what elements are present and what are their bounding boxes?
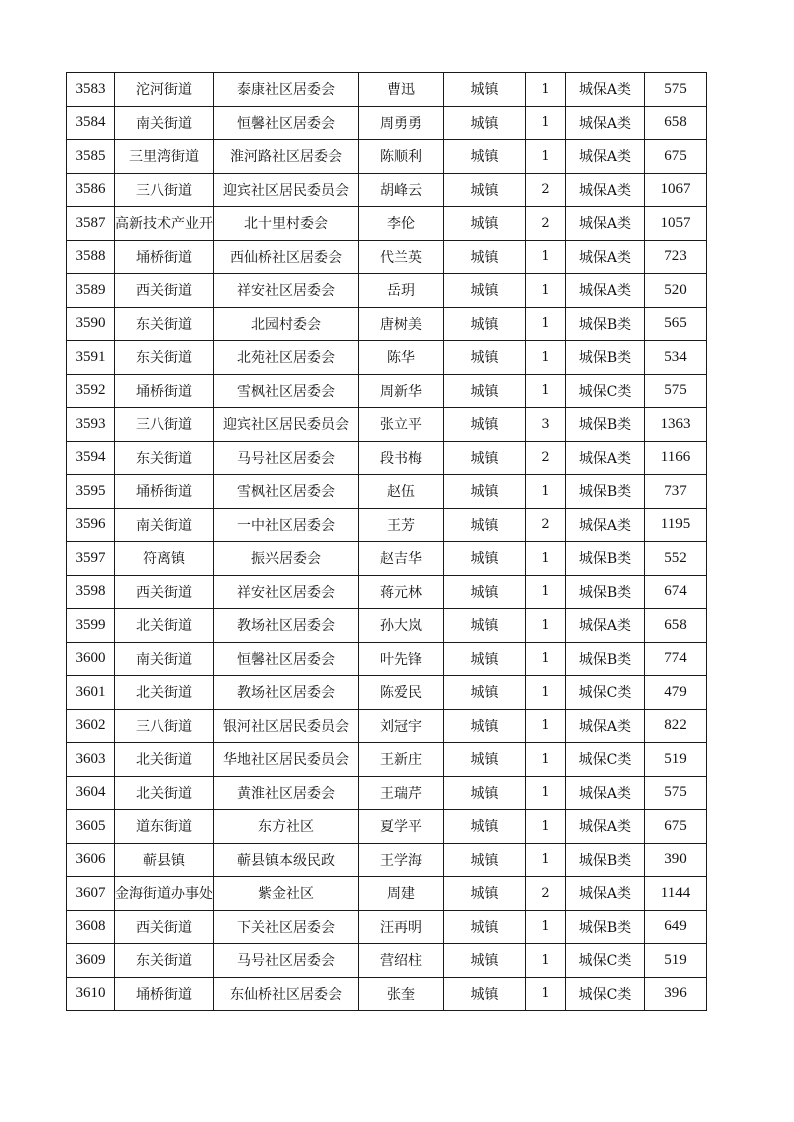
cell-type: 城镇 (444, 475, 526, 509)
cell-street: 高新技术产业开 (115, 207, 214, 241)
table-row (67, 441, 707, 475)
cell-name: 周勇勇 (359, 106, 444, 140)
cell-category: 城保A类 (566, 810, 645, 844)
cell-street: 三八街道 (115, 173, 214, 207)
cell-category: 城保B类 (566, 475, 645, 509)
cell-street: 金海街道办事处 (115, 877, 214, 911)
cell-count: 3 (526, 408, 566, 442)
cell-count: 1 (526, 374, 566, 408)
cell-name: 周建 (359, 877, 444, 911)
cell-street: 南关街道 (115, 642, 214, 676)
cell-amount: 1166 (645, 441, 707, 475)
table-row (67, 776, 707, 810)
cell-street: 道东街道 (115, 810, 214, 844)
cell-id: 3593 (67, 408, 115, 442)
cell-type: 城镇 (444, 609, 526, 643)
cell-amount: 1067 (645, 173, 707, 207)
cell-count: 1 (526, 140, 566, 174)
cell-count: 1 (526, 709, 566, 743)
cell-community: 一中社区居委会 (214, 508, 359, 542)
cell-amount: 822 (645, 709, 707, 743)
cell-type: 城镇 (444, 173, 526, 207)
cell-type: 城镇 (444, 910, 526, 944)
cell-amount: 565 (645, 307, 707, 341)
cell-category: 城保B类 (566, 408, 645, 442)
cell-count: 1 (526, 843, 566, 877)
cell-name: 岳玥 (359, 274, 444, 308)
cell-community: 银河社区居民委员会 (214, 709, 359, 743)
cell-community: 蕲县镇本级民政 (214, 843, 359, 877)
cell-street: 埇桥街道 (115, 475, 214, 509)
cell-name: 叶先锋 (359, 642, 444, 676)
cell-id: 3596 (67, 508, 115, 542)
cell-count: 1 (526, 542, 566, 576)
cell-type: 城镇 (444, 508, 526, 542)
cell-street: 北关街道 (115, 776, 214, 810)
cell-type: 城镇 (444, 240, 526, 274)
cell-name: 王瑞芹 (359, 776, 444, 810)
cell-amount: 1144 (645, 877, 707, 911)
cell-name: 曹迅 (359, 73, 444, 107)
cell-community: 振兴居委会 (214, 542, 359, 576)
cell-amount: 534 (645, 341, 707, 375)
cell-community: 教场社区居委会 (214, 609, 359, 643)
table-row (67, 475, 707, 509)
cell-name: 蒋元林 (359, 575, 444, 609)
cell-id: 3588 (67, 240, 115, 274)
cell-type: 城镇 (444, 542, 526, 576)
cell-type: 城镇 (444, 307, 526, 341)
cell-amount: 479 (645, 676, 707, 710)
cell-type: 城镇 (444, 374, 526, 408)
cell-community: 东仙桥社区居委会 (214, 977, 359, 1011)
cell-category: 城保A类 (566, 441, 645, 475)
table-row (67, 173, 707, 207)
cell-community: 教场社区居委会 (214, 676, 359, 710)
cell-amount: 1057 (645, 207, 707, 241)
cell-count: 1 (526, 642, 566, 676)
cell-id: 3609 (67, 944, 115, 978)
cell-category: 城保A类 (566, 877, 645, 911)
table-row (67, 274, 707, 308)
cell-name: 汪再明 (359, 910, 444, 944)
cell-type: 城镇 (444, 140, 526, 174)
cell-amount: 575 (645, 73, 707, 107)
cell-category: 城保A类 (566, 776, 645, 810)
cell-category: 城保B类 (566, 575, 645, 609)
cell-community: 恒馨社区居委会 (214, 106, 359, 140)
cell-count: 2 (526, 877, 566, 911)
cell-id: 3603 (67, 743, 115, 777)
cell-amount: 774 (645, 642, 707, 676)
cell-id: 3591 (67, 341, 115, 375)
cell-amount: 520 (645, 274, 707, 308)
cell-id: 3590 (67, 307, 115, 341)
table-body (67, 73, 707, 1011)
cell-community: 华地社区居民委员会 (214, 743, 359, 777)
table-row (67, 676, 707, 710)
cell-street: 三里湾街道 (115, 140, 214, 174)
cell-count: 1 (526, 575, 566, 609)
table-row (67, 977, 707, 1011)
table-row (67, 575, 707, 609)
cell-community: 紫金社区 (214, 877, 359, 911)
cell-community: 北苑社区居委会 (214, 341, 359, 375)
cell-amount: 737 (645, 475, 707, 509)
cell-name: 代兰英 (359, 240, 444, 274)
cell-amount: 1195 (645, 508, 707, 542)
cell-category: 城保A类 (566, 609, 645, 643)
cell-name: 赵伍 (359, 475, 444, 509)
cell-count: 1 (526, 307, 566, 341)
cell-id: 3608 (67, 910, 115, 944)
cell-community: 马号社区居委会 (214, 441, 359, 475)
cell-street: 西关街道 (115, 274, 214, 308)
cell-name: 唐树美 (359, 307, 444, 341)
cell-community: 祥安社区居委会 (214, 274, 359, 308)
cell-name: 李伦 (359, 207, 444, 241)
cell-id: 3610 (67, 977, 115, 1011)
cell-type: 城镇 (444, 408, 526, 442)
cell-amount: 552 (645, 542, 707, 576)
cell-name: 张奎 (359, 977, 444, 1011)
cell-street: 东关街道 (115, 341, 214, 375)
cell-name: 陈顺利 (359, 140, 444, 174)
table-row (67, 542, 707, 576)
cell-id: 3601 (67, 676, 115, 710)
cell-id: 3594 (67, 441, 115, 475)
cell-count: 1 (526, 676, 566, 710)
cell-count: 1 (526, 240, 566, 274)
table-row (67, 140, 707, 174)
cell-type: 城镇 (444, 877, 526, 911)
cell-street: 埇桥街道 (115, 240, 214, 274)
cell-amount: 723 (645, 240, 707, 274)
cell-street: 西关街道 (115, 575, 214, 609)
cell-street: 西关街道 (115, 910, 214, 944)
cell-id: 3597 (67, 542, 115, 576)
cell-street: 北关街道 (115, 743, 214, 777)
cell-community: 恒馨社区居委会 (214, 642, 359, 676)
cell-street: 符离镇 (115, 542, 214, 576)
cell-id: 3599 (67, 609, 115, 643)
cell-count: 1 (526, 910, 566, 944)
table-row (67, 642, 707, 676)
cell-count: 1 (526, 776, 566, 810)
table-row (67, 408, 707, 442)
table-row (67, 810, 707, 844)
cell-id: 3606 (67, 843, 115, 877)
cell-count: 1 (526, 977, 566, 1011)
cell-community: 北十里村委会 (214, 207, 359, 241)
table-row (67, 307, 707, 341)
recipient-table (66, 72, 707, 1011)
cell-category: 城保B类 (566, 307, 645, 341)
cell-id: 3586 (67, 173, 115, 207)
cell-count: 1 (526, 609, 566, 643)
cell-amount: 675 (645, 810, 707, 844)
cell-name: 赵吉华 (359, 542, 444, 576)
table-row (67, 341, 707, 375)
cell-id: 3600 (67, 642, 115, 676)
table-row (67, 374, 707, 408)
cell-id: 3607 (67, 877, 115, 911)
cell-category: 城保A类 (566, 508, 645, 542)
cell-type: 城镇 (444, 274, 526, 308)
cell-category: 城保B类 (566, 910, 645, 944)
cell-name: 胡峰云 (359, 173, 444, 207)
cell-id: 3583 (67, 73, 115, 107)
table-row (67, 106, 707, 140)
cell-name: 陈华 (359, 341, 444, 375)
cell-amount: 675 (645, 140, 707, 174)
cell-amount: 519 (645, 743, 707, 777)
cell-amount: 658 (645, 609, 707, 643)
cell-id: 3602 (67, 709, 115, 743)
cell-street: 东关街道 (115, 944, 214, 978)
cell-amount: 390 (645, 843, 707, 877)
cell-street: 三八街道 (115, 408, 214, 442)
cell-community: 迎宾社区居民委员会 (214, 408, 359, 442)
table-row (67, 609, 707, 643)
cell-community: 迎宾社区居民委员会 (214, 173, 359, 207)
cell-name: 陈爱民 (359, 676, 444, 710)
cell-name: 周新华 (359, 374, 444, 408)
table-row (67, 877, 707, 911)
cell-community: 淮河路社区居委会 (214, 140, 359, 174)
cell-type: 城镇 (444, 341, 526, 375)
cell-type: 城镇 (444, 944, 526, 978)
cell-amount: 649 (645, 910, 707, 944)
table-row (67, 73, 707, 107)
cell-street: 埇桥街道 (115, 977, 214, 1011)
cell-type: 城镇 (444, 709, 526, 743)
cell-type: 城镇 (444, 977, 526, 1011)
cell-id: 3605 (67, 810, 115, 844)
cell-id: 3589 (67, 274, 115, 308)
cell-type: 城镇 (444, 676, 526, 710)
cell-amount: 575 (645, 776, 707, 810)
cell-count: 2 (526, 441, 566, 475)
cell-type: 城镇 (444, 776, 526, 810)
cell-community: 黄淮社区居委会 (214, 776, 359, 810)
cell-street: 三八街道 (115, 709, 214, 743)
table-row (67, 240, 707, 274)
cell-street: 沱河街道 (115, 73, 214, 107)
cell-street: 蕲县镇 (115, 843, 214, 877)
cell-count: 2 (526, 207, 566, 241)
cell-amount: 519 (645, 944, 707, 978)
cell-count: 1 (526, 944, 566, 978)
cell-id: 3595 (67, 475, 115, 509)
cell-community: 雪枫社区居委会 (214, 374, 359, 408)
cell-category: 城保B类 (566, 341, 645, 375)
table-row (67, 944, 707, 978)
cell-category: 城保A类 (566, 709, 645, 743)
cell-name: 营绍柱 (359, 944, 444, 978)
cell-street: 北关街道 (115, 609, 214, 643)
cell-category: 城保A类 (566, 240, 645, 274)
cell-id: 3584 (67, 106, 115, 140)
cell-community: 马号社区居委会 (214, 944, 359, 978)
cell-amount: 1363 (645, 408, 707, 442)
cell-category: 城保C类 (566, 977, 645, 1011)
cell-count: 1 (526, 810, 566, 844)
cell-community: 雪枫社区居委会 (214, 475, 359, 509)
cell-community: 东方社区 (214, 810, 359, 844)
cell-name: 段书梅 (359, 441, 444, 475)
cell-name: 张立平 (359, 408, 444, 442)
cell-name: 夏学平 (359, 810, 444, 844)
cell-amount: 674 (645, 575, 707, 609)
cell-type: 城镇 (444, 441, 526, 475)
cell-count: 1 (526, 274, 566, 308)
cell-street: 北关街道 (115, 676, 214, 710)
cell-category: 城保B类 (566, 542, 645, 576)
cell-id: 3585 (67, 140, 115, 174)
cell-category: 城保A类 (566, 140, 645, 174)
cell-type: 城镇 (444, 575, 526, 609)
cell-name: 王芳 (359, 508, 444, 542)
table-row (67, 743, 707, 777)
table-row (67, 910, 707, 944)
cell-name: 王学海 (359, 843, 444, 877)
cell-amount: 658 (645, 106, 707, 140)
table-row (67, 207, 707, 241)
cell-type: 城镇 (444, 843, 526, 877)
cell-name: 王新庄 (359, 743, 444, 777)
cell-community: 泰康社区居委会 (214, 73, 359, 107)
cell-id: 3592 (67, 374, 115, 408)
cell-count: 1 (526, 743, 566, 777)
cell-count: 2 (526, 508, 566, 542)
table-row (67, 508, 707, 542)
cell-count: 1 (526, 475, 566, 509)
cell-category: 城保C类 (566, 676, 645, 710)
cell-name: 刘冠宇 (359, 709, 444, 743)
cell-category: 城保A类 (566, 106, 645, 140)
cell-type: 城镇 (444, 743, 526, 777)
cell-category: 城保B类 (566, 642, 645, 676)
cell-id: 3598 (67, 575, 115, 609)
cell-count: 1 (526, 341, 566, 375)
cell-street: 东关街道 (115, 307, 214, 341)
cell-type: 城镇 (444, 106, 526, 140)
cell-category: 城保B类 (566, 843, 645, 877)
cell-count: 2 (526, 173, 566, 207)
cell-category: 城保C类 (566, 374, 645, 408)
cell-type: 城镇 (444, 73, 526, 107)
cell-count: 1 (526, 73, 566, 107)
cell-amount: 575 (645, 374, 707, 408)
cell-id: 3587 (67, 207, 115, 241)
cell-category: 城保A类 (566, 173, 645, 207)
cell-community: 祥安社区居委会 (214, 575, 359, 609)
cell-category: 城保A类 (566, 73, 645, 107)
cell-street: 东关街道 (115, 441, 214, 475)
cell-id: 3604 (67, 776, 115, 810)
cell-category: 城保C类 (566, 944, 645, 978)
cell-street: 南关街道 (115, 508, 214, 542)
table-row (67, 843, 707, 877)
cell-category: 城保A类 (566, 274, 645, 308)
cell-community: 下关社区居委会 (214, 910, 359, 944)
cell-name: 孙大岚 (359, 609, 444, 643)
cell-street: 埇桥街道 (115, 374, 214, 408)
cell-type: 城镇 (444, 207, 526, 241)
table-row (67, 709, 707, 743)
cell-community: 西仙桥社区居委会 (214, 240, 359, 274)
cell-category: 城保A类 (566, 207, 645, 241)
cell-count: 1 (526, 106, 566, 140)
cell-type: 城镇 (444, 642, 526, 676)
cell-community: 北园村委会 (214, 307, 359, 341)
cell-type: 城镇 (444, 810, 526, 844)
cell-category: 城保C类 (566, 743, 645, 777)
cell-amount: 396 (645, 977, 707, 1011)
cell-street: 南关街道 (115, 106, 214, 140)
